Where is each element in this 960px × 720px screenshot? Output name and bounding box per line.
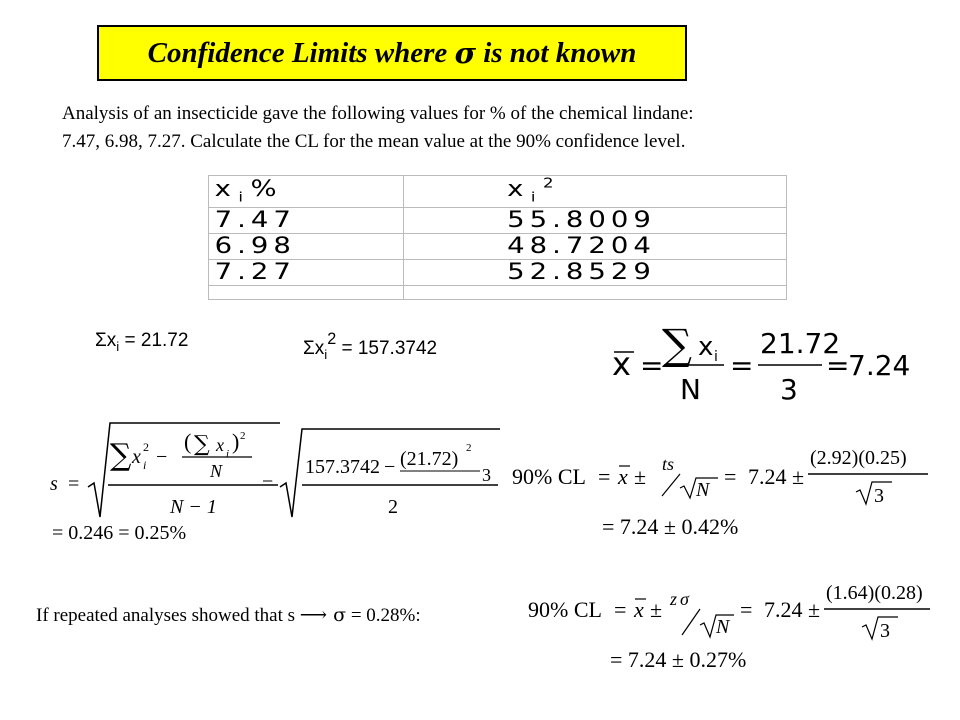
mean-equation [600, 315, 911, 406]
svg-text:z: z [670, 589, 678, 609]
svg-text:=: = [826, 349, 850, 382]
svg-text:2: 2 [143, 440, 149, 454]
cl-label: 90% CL [512, 464, 586, 489]
svg-text:3: 3 [880, 620, 890, 642]
std-dev-equation [40, 415, 510, 545]
cell-x: 7.47 [209, 208, 453, 234]
table-row-empty [209, 286, 787, 300]
table-row [209, 234, 787, 260]
sum-icon: ∑ [194, 432, 210, 457]
svg-text:i: i [143, 458, 147, 472]
mean-denom-value: 3 [780, 373, 798, 406]
std-result: = 0.246 = 0.25% [52, 522, 187, 544]
svg-text:7.24: 7.24 [764, 597, 803, 622]
cl2-result: = 7.24 ± 0.27% [610, 647, 747, 672]
mean-num-value: 21.72 [760, 327, 841, 360]
svg-text:2: 2 [466, 442, 472, 454]
svg-text:(: ( [184, 429, 192, 454]
cl-result: = 7.24 ± 0.42% [602, 514, 739, 539]
svg-text:ts: ts [662, 454, 675, 474]
std-s: s [50, 473, 58, 495]
cell-x: 7.27 [209, 260, 453, 286]
svg-text:i: i [226, 448, 230, 460]
svg-text:N: N [696, 479, 710, 501]
svg-text:2: 2 [388, 496, 398, 518]
svg-text:=: = [262, 473, 274, 495]
header-xi-squared: $x_i^2$ [404, 176, 883, 208]
svg-text:7.24: 7.24 [748, 464, 787, 489]
svg-text:σ: σ [680, 589, 689, 609]
data-table [208, 175, 787, 300]
svg-text:N: N [210, 461, 223, 481]
svg-text:N: N [716, 616, 730, 638]
svg-text:=: = [740, 597, 753, 622]
mean-xbar: x [612, 345, 631, 383]
mean-denom-N: N [680, 373, 701, 406]
problem-statement [62, 100, 892, 156]
svg-text:−: − [156, 446, 168, 468]
svg-text:=: = [640, 349, 664, 382]
title-prefix: Confidence Limits where [147, 36, 455, 69]
problem-line-1: Analysis of an insecticide gave the following values for % of the chemical lindane: [62, 103, 694, 124]
header-xi-percent: $x_i\%$ [209, 176, 453, 208]
table-row [209, 208, 787, 234]
table-row [209, 260, 787, 286]
cl-z-equation [528, 575, 938, 675]
svg-text:±: ± [650, 597, 663, 622]
sigma-note: If repeated analyses showed that s ⟶ σ = 0.28%: [36, 604, 421, 626]
svg-text:x: x [132, 446, 141, 468]
svg-text:−: − [384, 456, 396, 478]
svg-text:=: = [598, 464, 611, 489]
table-header-row [209, 176, 787, 208]
title-sigma: σ [454, 36, 476, 70]
cell-x2: 52.8529 [404, 260, 883, 286]
svg-text:(2.92)(0.25): (2.92)(0.25) [810, 447, 907, 469]
cl2-label: 90% CL [528, 597, 602, 622]
problem-line-2: 7.47, 6.98, 7.27. Calculate the CL for the mean value at the 90% confidence level. [62, 131, 686, 152]
svg-text:157.3742: 157.3742 [305, 456, 380, 478]
mean-result: 7.24 [848, 349, 911, 382]
svg-text:3: 3 [874, 485, 884, 507]
cl-t-equation [512, 440, 942, 540]
svg-text:=: = [614, 597, 627, 622]
slide-title [97, 25, 687, 81]
svg-text:2: 2 [240, 430, 246, 442]
svg-text:3: 3 [482, 465, 491, 485]
svg-text:±: ± [634, 464, 647, 489]
svg-text:x: x [216, 435, 224, 455]
svg-text:±: ± [808, 597, 821, 622]
sum-icon: ∑ [110, 438, 132, 473]
cell-x2: 48.7204 [404, 234, 883, 260]
svg-text:x: x [618, 464, 628, 489]
svg-text:±: ± [792, 464, 805, 489]
sum-x-squared: $\Sigma x_i^2 = 157.3742$ [303, 330, 438, 362]
svg-text:=: = [68, 473, 80, 495]
svg-text:=: = [724, 464, 737, 489]
mean-num-x: x [698, 332, 714, 362]
mean-num-sub: i [714, 349, 718, 365]
svg-text:x: x [634, 597, 644, 622]
svg-text:(21.72): (21.72) [400, 448, 459, 470]
svg-text:N − 1: N − 1 [170, 496, 217, 518]
svg-text:(1.64)(0.28): (1.64)(0.28) [826, 582, 923, 604]
cell-x: 6.98 [209, 234, 453, 260]
sum-x: $\Sigma x_i = 21.72$ [95, 330, 189, 354]
svg-text:=: = [730, 349, 754, 382]
sum-icon: ∑ [662, 320, 692, 369]
cell-x2: 55.8009 [404, 208, 883, 234]
title-suffix: is not known [475, 36, 637, 69]
svg-text:): ) [232, 429, 240, 454]
